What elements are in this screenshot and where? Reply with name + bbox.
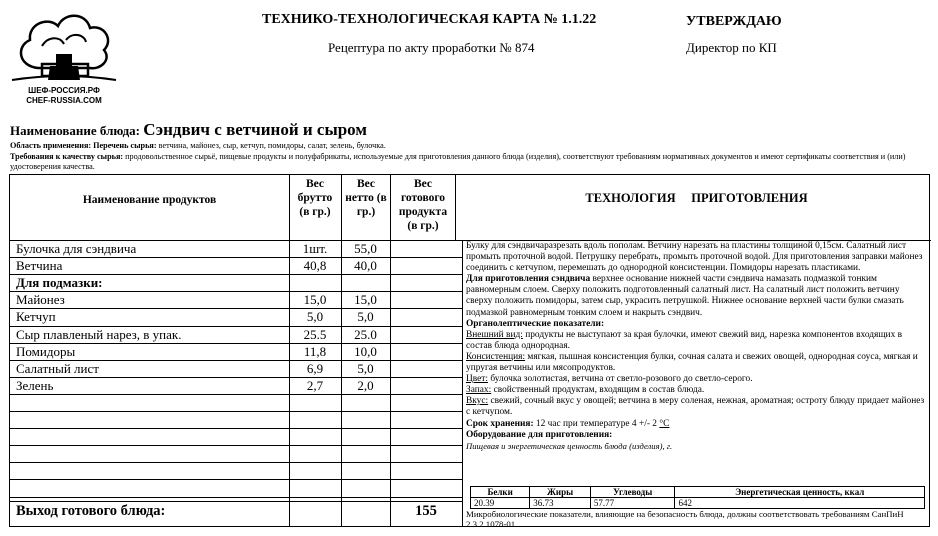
ingredient-name: Сыр плавленый нарез, в упак.	[16, 326, 182, 342]
ingredient-gross: 40,8	[303, 258, 327, 274]
nutrition-value-row	[471, 498, 925, 509]
ingredient-gross: 2,7	[306, 377, 324, 393]
nutrition-header-cell: Энергетическая ценность, ккал	[675, 487, 925, 498]
nutrition-value-cell: 57.77	[590, 498, 675, 509]
ingredient-net: 55,0	[354, 241, 377, 256]
col-header-name: Наименование продуктов	[82, 194, 217, 206]
tech-step-1: Булку для сэндвичаразрезать вдоль пополам. Ветчину нарезать на пластины толщиной 0,15см. Салатный лист промыть проточной водой. Петрушку перебрать, промыть проточной водой. Для приготовления заправки майонез соединить с кетчупом, перемешать до однородной консистенции. Помидоры нарезать пластиками.	[466, 241, 923, 274]
ingredient-name: Булочка для сэндвича	[16, 241, 137, 256]
approve-label: УТВЕРЖДАЮ	[686, 14, 782, 29]
ingredient-net: 25.0	[354, 326, 377, 342]
col-header-ready: Вес готового продукта (в гр.)	[398, 178, 448, 232]
nutrition-label: Пищевая и энергетическая ценность блюда (изделия), г.	[466, 440, 673, 451]
taste-line: Вкус: свежий, сочный вкус у овощей; ветчина в меру соленая, нежная, ароматная; остроту блюду придает майонез с кетчупом.	[466, 396, 925, 418]
ingredient-net: 15,0	[354, 292, 377, 308]
card-title: ТЕХНИКО-ТЕХНОЛОГИЧЕСКАЯ КАРТА № 1.1.22	[262, 12, 597, 27]
storage-line: Срок хранения: 12 час при температуре 4 +/- 2 °С	[466, 418, 670, 429]
yield-label: Выход готового блюда:	[16, 503, 166, 519]
scope-line	[10, 141, 930, 151]
recipe-reference: Рецептура по акту проработки № 874	[328, 40, 535, 55]
ingredient-name: Для подмазки:	[16, 275, 103, 291]
ingredient-gross: 6,9	[306, 360, 324, 376]
tech-step-2: Для приготовления сэндвича верхнее основание нижней части сэндвича намазать подмазкой тонким равномерным слоем. Сверху положить подготовленный салатный лист. На салатный лист положить ветчину сверху положить помидоры, затем сыр, украсить петрушкой. Нижнее основание верхней части булки смазать подмазкой равномерным тонким слоем и накрыть сэндвич.	[466, 274, 904, 318]
dish-title	[10, 120, 367, 140]
col-header-technology: ТЕХНОЛОГИЯ ПРИГОТОВЛЕНИЯ	[585, 191, 808, 205]
requirements-label: Требования к качеству сырья:	[10, 152, 126, 161]
ingredient-gross: 25.5	[303, 326, 327, 342]
ingredient-net: 40,0	[354, 258, 377, 274]
logo-text-ru: ШЕФ-РОССИЯ.РФ	[28, 86, 100, 95]
col-header-gross: Вес брутто (в гр.)	[297, 178, 333, 218]
scope-label: Область применения: Перечень сырья:	[10, 141, 159, 150]
technology-text	[466, 241, 928, 452]
nutrition-header-row	[471, 487, 925, 498]
yield-value: 155	[415, 503, 437, 519]
nutrition-value-cell: 36.73	[530, 498, 591, 509]
ingredient-net: 5,0	[357, 309, 374, 325]
smell-line: Запах: свойственный продуктам, входящим в состав блюда.	[466, 385, 705, 396]
ingredient-net: 2,0	[357, 377, 374, 393]
nutrition-value-cell: 642	[675, 498, 925, 509]
look-line: Внешний вид: продукты не выступают за края булочки, имеют свежий вид, нарезка компонентов входящих в состав блюда однородная.	[466, 329, 903, 351]
requirements-text: продовольственное сырьё, пищевые продукты и полуфабрикаты, используемые для приготовления данного блюда (изделия), соответствуют требованиям нормативных документов и имеют сертификаты соответствия и (или) удостоверения качества.	[10, 152, 906, 171]
nutrition-value-cell: 20.39	[471, 498, 530, 509]
dish-name: Сэндвич с ветчиной и сыром	[143, 120, 367, 139]
equipment-label: Оборудование для приготовления:	[466, 429, 613, 440]
ingredient-gross: 15,0	[303, 292, 327, 308]
ingredient-net: 5,0	[357, 360, 374, 376]
ingredient-name: Кетчуп	[16, 309, 56, 325]
organoleptic-label: Органолептические показатели:	[466, 318, 605, 329]
color-line: Цвет: булочка золотистая, ветчина от светло-розового до светло-серого.	[466, 374, 753, 385]
consistency-line: Консистенция: мягкая, пышная консистенция булки, сочная салата и свежих овощей, однородная соуса, мягкая и упругая ветчины или мясопродуктов.	[466, 351, 918, 374]
tech-card-table	[9, 174, 930, 527]
nutrition-table	[470, 486, 925, 509]
scope-text: ветчина, майонез, сыр, кетчуп, помидоры, салат, зелень, булочка.	[158, 141, 386, 150]
ingredient-gross: 5,0	[306, 309, 324, 325]
chef-hat-icon	[8, 6, 120, 86]
nutrition-header-cell: Жиры	[530, 487, 591, 498]
ingredient-name: Ветчина	[16, 258, 63, 274]
nutrition-header-cell: Белки	[471, 487, 530, 498]
ingredient-gross: 1шт.	[302, 241, 328, 256]
nutrition-header-cell: Углеводы	[590, 487, 675, 498]
ingredient-name: Салатный лист	[16, 360, 99, 376]
col-header-net: Вес нетто (в гр.)	[345, 178, 387, 218]
dish-label: Наименование блюда:	[10, 123, 144, 138]
ingredient-name: Майонез	[16, 292, 65, 308]
ingredient-name: Зелень	[16, 377, 54, 393]
logo	[8, 6, 120, 106]
ingredient-net: 10,0	[354, 343, 377, 359]
micro-note: Микробиологические показатели, влияющие на безопасность блюда, должны соответствовать требованиям СанПиН 2.3.2.1078-01	[466, 509, 904, 529]
logo-text-en: CHEF-RUSSIA.COM	[26, 96, 102, 105]
ingredient-gross: 11,8	[303, 343, 327, 359]
requirements-line	[10, 152, 930, 172]
ingredient-name: Помидоры	[16, 343, 76, 359]
approver-title: Директор по КП	[686, 40, 777, 55]
